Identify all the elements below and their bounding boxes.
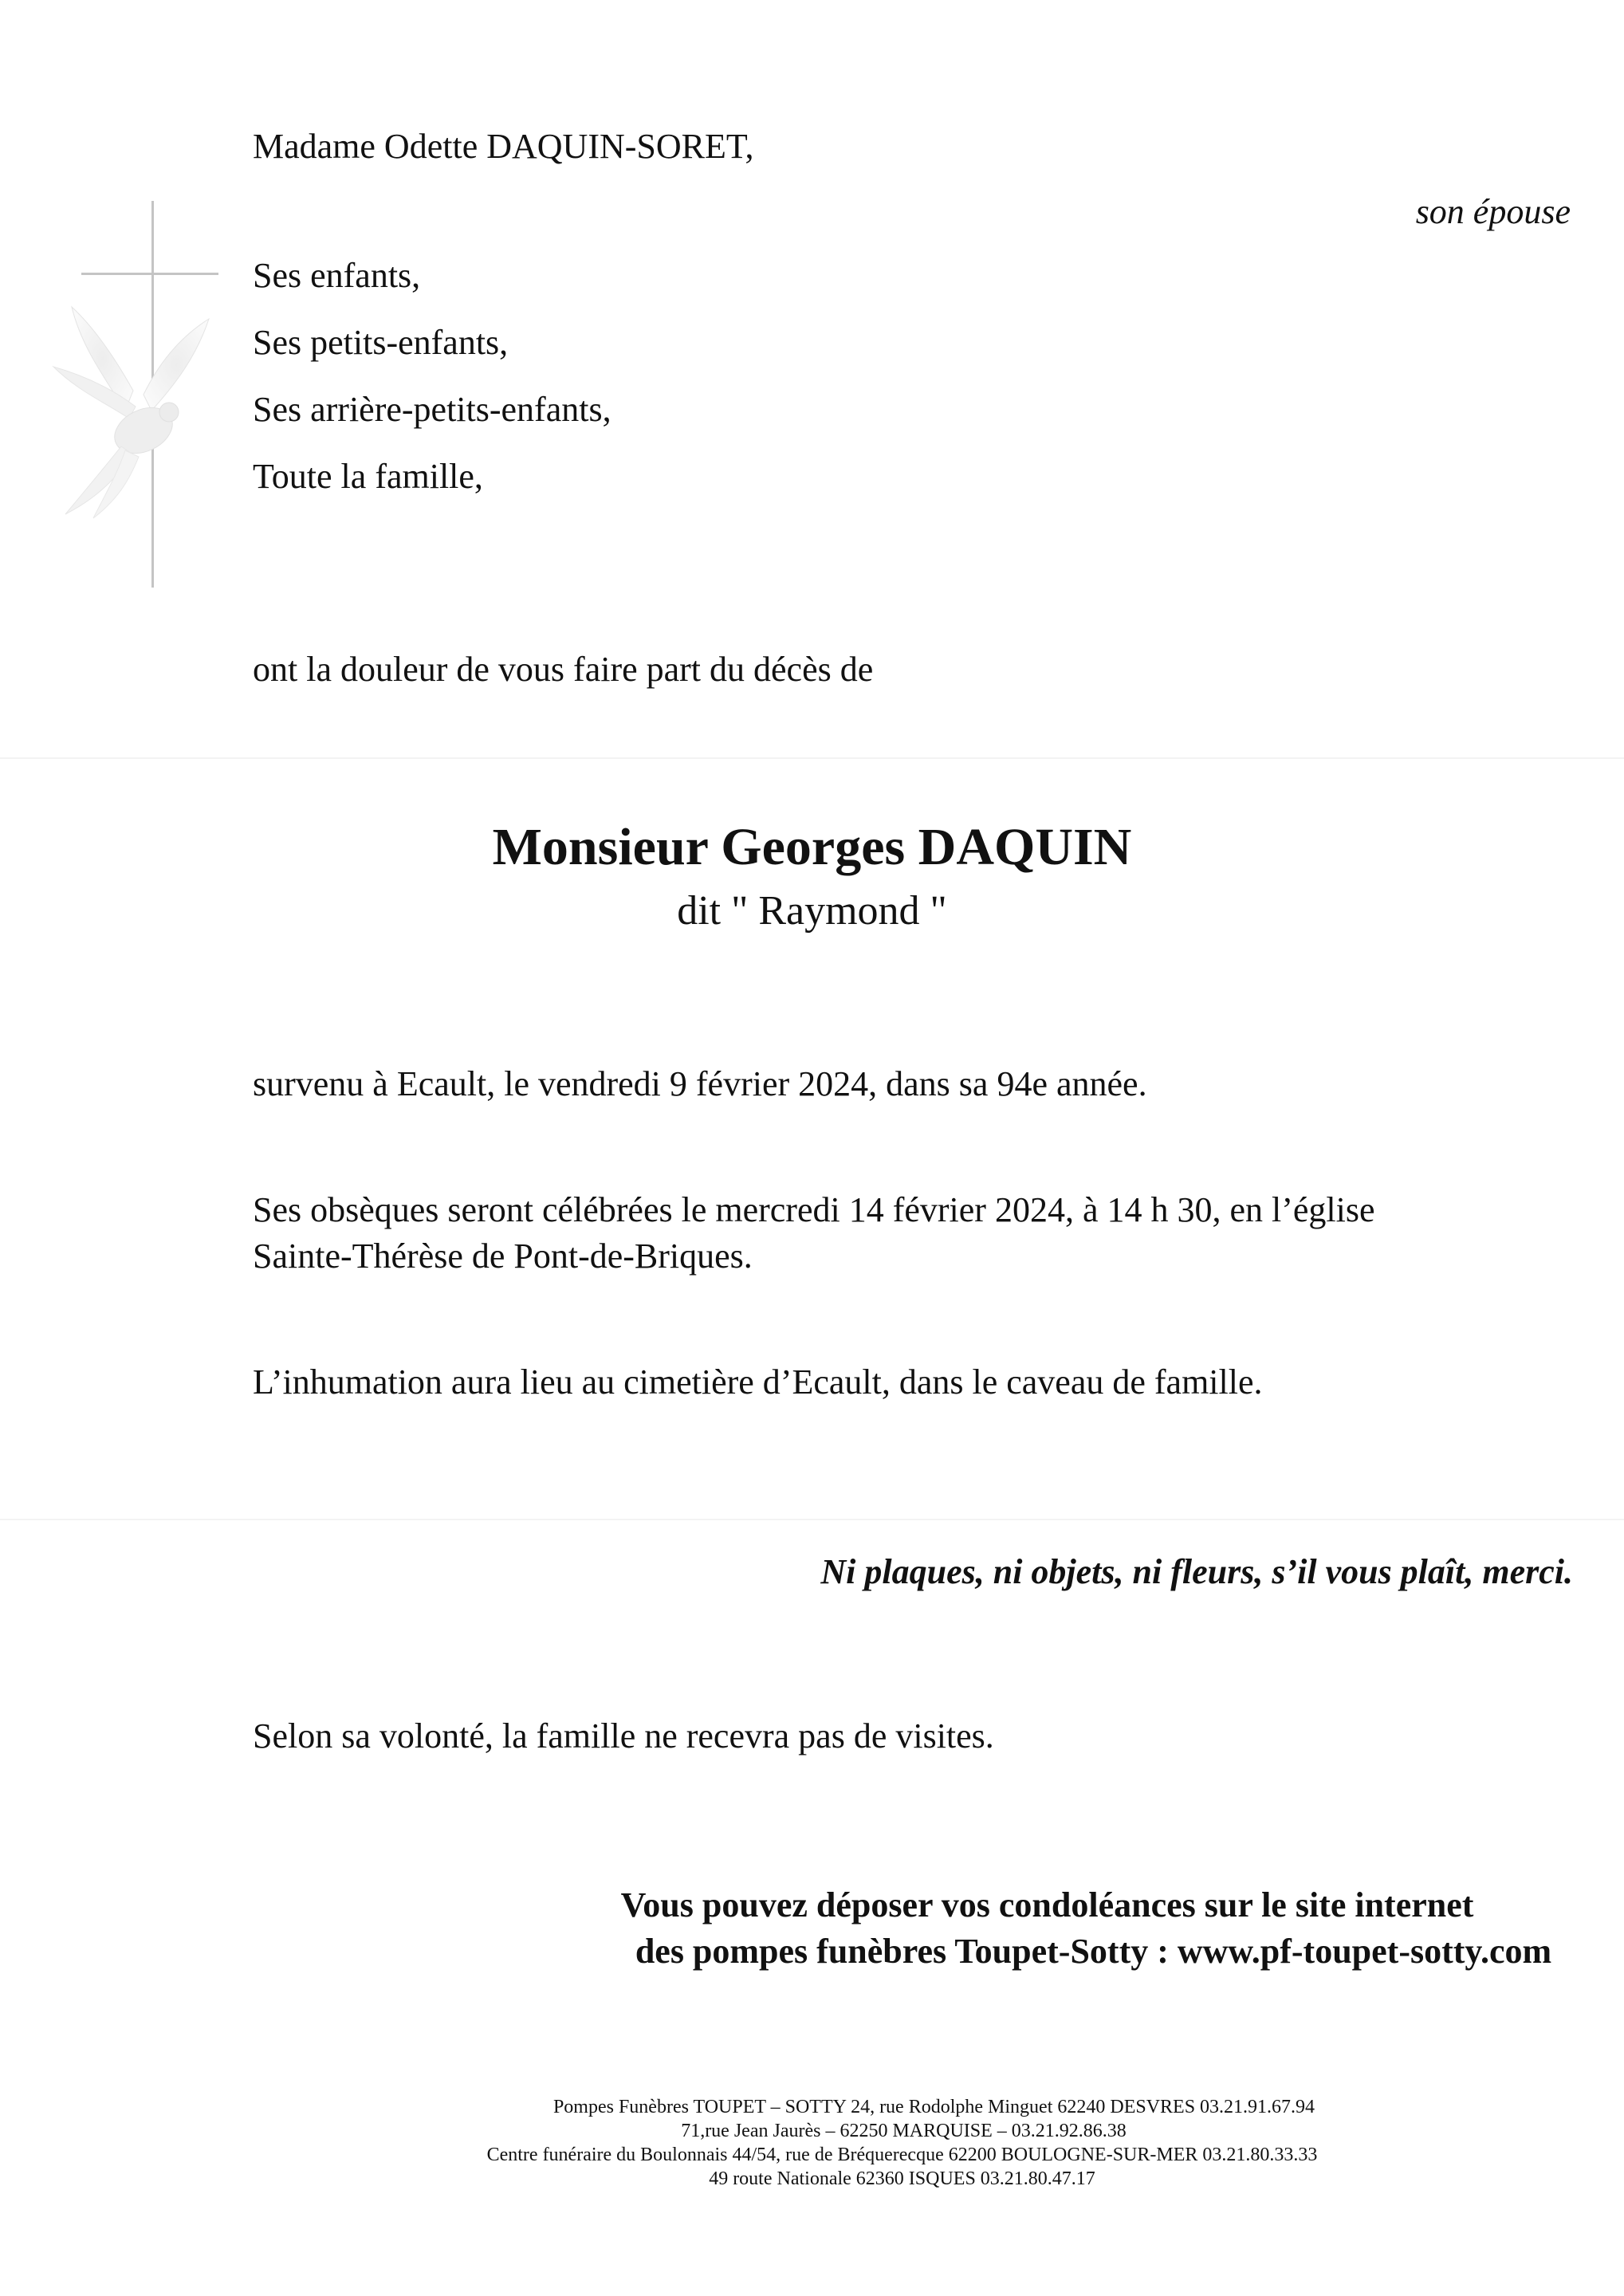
- footer-address-boulogne: Centre funéraire du Boulonnais 44/54, rue de Bréquerecque 62200 BOULOGNE-SUR-MER 03.21.80.33.33: [486, 2145, 1318, 2165]
- footer-address-desvres: Pompes Funèbres TOUPET – SOTTY 24, rue Rodolphe Minguet 62240 DESVRES 03.21.91.67.94: [552, 2097, 1315, 2117]
- family-member-grandchildren: Ses petits-enfants,: [253, 323, 509, 362]
- spouse-name: Madame Odette DAQUIN-SORET,: [253, 127, 754, 166]
- scan-divider: [0, 757, 1624, 759]
- funeral-details-line1: Ses obsèques seront célébrées le mercredi 14 février 2024, à 14 h 30, en l’église: [253, 1190, 1375, 1229]
- footer-address-marquise: 71,rue Jean Jaurès – 62250 MARQUISE – 03.21.92.86.38: [681, 2121, 1127, 2141]
- no-visits-note: Selon sa volonté, la famille ne recevra pas de visites.: [253, 1716, 994, 1755]
- deceased-nickname: dit " Raymond ": [677, 888, 947, 934]
- burial-details: L’inhumation aura lieu au cimetière d’Ecault, dans le caveau de famille.: [253, 1362, 1263, 1402]
- no-flowers-request: Ni plaques, ni objets, ni fleurs, s’il vous plaît, merci.: [820, 1552, 1573, 1591]
- dove-icon: [49, 291, 217, 522]
- family-member-great-grandchildren: Ses arrière-petits-enfants,: [253, 390, 611, 429]
- funeral-details-line2: Sainte-Thérèse de Pont-de-Briques.: [253, 1236, 753, 1276]
- deceased-name: Monsieur Georges DAQUIN: [492, 818, 1132, 876]
- family-member-children: Ses enfants,: [253, 256, 421, 295]
- spouse-role: son épouse: [1415, 192, 1571, 231]
- footer-address-isques: 49 route Nationale 62360 ISQUES 03.21.80.47.17: [709, 2168, 1095, 2189]
- family-member-whole-family: Toute la famille,: [253, 457, 483, 496]
- scan-divider: [0, 1519, 1624, 1520]
- condolences-line2: des pompes funèbres Toupet-Sotty : www.pf-toupet-sotty.com: [635, 1932, 1552, 1971]
- death-details: survenu à Ecault, le vendredi 9 février 2024, dans sa 94e année.: [253, 1064, 1147, 1103]
- cross-horizontal-bar: [81, 273, 218, 275]
- announcement-text: ont la douleur de vous faire part du décès de: [253, 650, 874, 689]
- condolences-line1: Vous pouvez déposer vos condoléances sur le site internet: [620, 1885, 1474, 1924]
